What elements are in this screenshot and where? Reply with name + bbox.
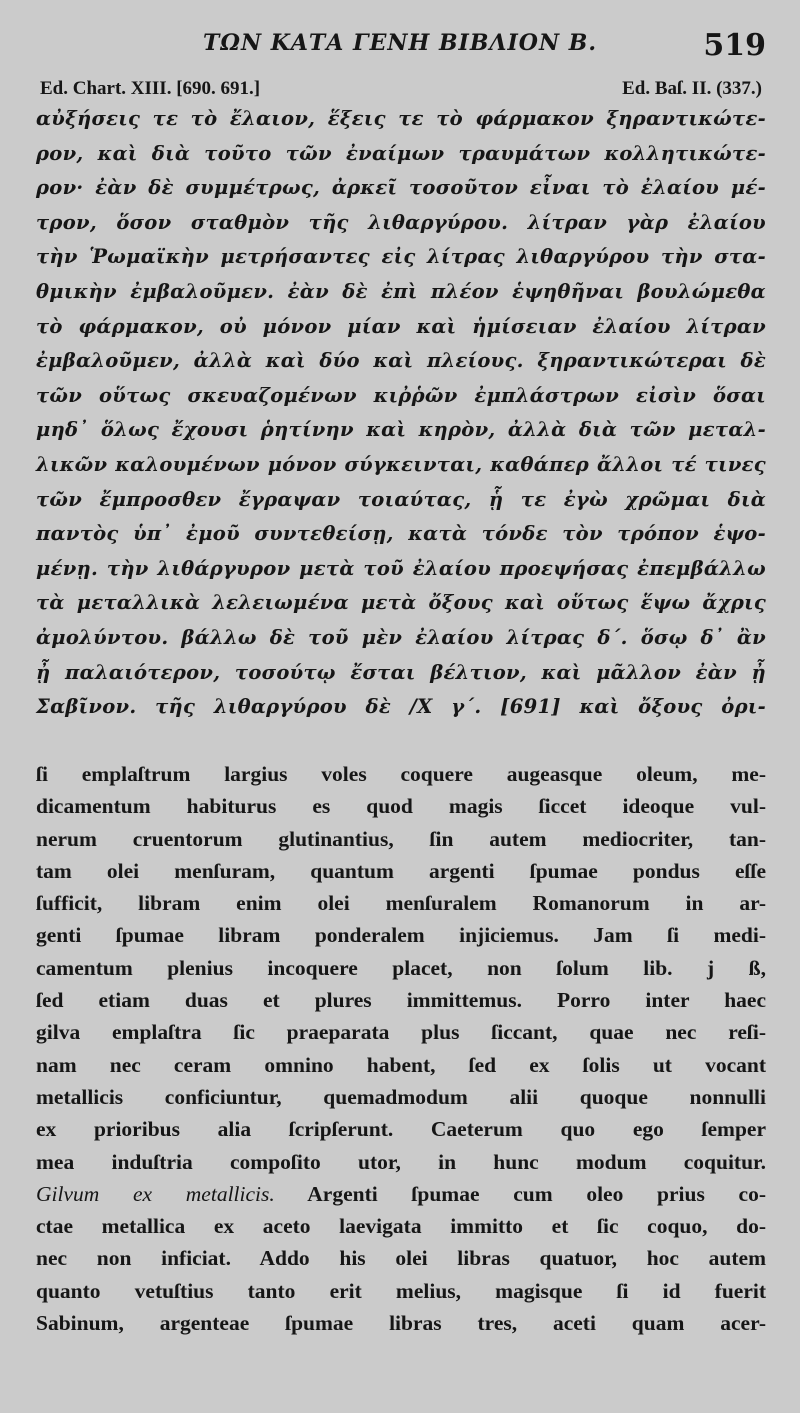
latin-text-line: ſufficit, libram enim olei menſuralem Romanorum in ar- bbox=[36, 891, 766, 916]
latin-line-continuation: Argenti ſpumae cum oleo prius co- bbox=[274, 1181, 766, 1206]
greek-text-line: θμικὴν ἐμβαλοῦμεν. ἐὰν δὲ ἐπὶ πλέον ἑψηθῆναι βουλώμεθα bbox=[36, 279, 766, 303]
latin-text-line: nam nec ceram omnino habent, ſed ex ſolis ut vocant bbox=[36, 1052, 766, 1077]
running-title: ΤΩΝ ΚΑΤΑ ΓΕΝΗ ΒΙΒΛΙΟΝ Β. bbox=[203, 30, 597, 56]
latin-text-line: nerum cruentorum glutinantius, ſin autem mediocriter, tan- bbox=[36, 826, 766, 851]
latin-text-line: ſed etiam duas et plures immittemus. Porro inter haec bbox=[36, 988, 766, 1013]
latin-text-line: genti ſpumae libram ponderalem injiciemus. Jam ſi medi- bbox=[36, 923, 766, 948]
latin-text-line: ex prioribus alia ſcripſerunt. Caeterum quo ego ſemper bbox=[36, 1117, 766, 1142]
latin-text-line-italic-heading bbox=[36, 1178, 766, 1210]
latin-text-line: mea induſtria compoſito utor, in hunc modum coquitur. bbox=[36, 1149, 766, 1174]
page-number: 519 bbox=[703, 28, 766, 63]
greek-text-line: τὸ φάρμακον, οὐ μόνον μίαν καὶ ἡμίσειαν ἐλαίου λίτραν bbox=[36, 314, 766, 338]
latin-text-line: metallicis conficiuntur, quemadmodum alii quoque nonnulli bbox=[36, 1084, 766, 1109]
edition-bas-reference: Ed. Baſ. II. (337.) bbox=[622, 78, 762, 99]
running-head bbox=[0, 30, 800, 66]
latin-text-line: dicamentum habiturus es quod magis ſiccet ideoque vul- bbox=[36, 794, 766, 819]
greek-text-line: λικῶν καλουμένων μόνον σύγκεινται, καθάπερ ἄλλοι τέ τινες bbox=[36, 452, 766, 476]
latin-text-line: gilva emplaſtra ſic praeparata plus ſiccant, quae nec reſi- bbox=[36, 1020, 766, 1045]
latin-text-line: Sabinum, argenteae ſpumae libras tres, aceti quam acer- bbox=[36, 1311, 766, 1336]
greek-text-line: ᾖ παλαιότερον, τοσούτῳ ἔσται βέλτιον, καὶ μᾶλλον ἐὰν ᾖ bbox=[36, 660, 766, 684]
greek-text-line: τῶν ἔμπροσθεν ἔγραψαν τοιαύτας, ᾗ τε ἐγὼ χρῶμαι διὰ bbox=[36, 487, 766, 511]
latin-text-line: ſi emplaſtrum largius voles coquere augeasque oleum, me- bbox=[36, 762, 766, 786]
greek-text-line: τῶν οὕτως σκευαζομένων κιῤῥῶν ἐμπλάστρων εἰσὶν ὅσαι bbox=[36, 383, 766, 407]
greek-text-line: Σαβῖνον. τῆς λιθαργύρου δὲ /X γ΄. [691] καὶ ὄξους ὀρι- bbox=[36, 695, 766, 719]
latin-text-line: camentum plenius incoquere placet, non ſolum lib. j ß, bbox=[36, 955, 766, 980]
greek-text-line: ἀμολύντου. βάλλω δὲ τοῦ μὲν ἐλαίου λίτρας δ΄. ὅσῳ δ᾽ ἂν bbox=[36, 625, 766, 649]
italic-subheading: Gilvum ex metallicis. bbox=[36, 1181, 275, 1206]
edition-chart-reference: Ed. Chart. XIII. [690. 691.] bbox=[40, 78, 261, 99]
greek-text-line: ρον· ἐὰν δὲ συμμέτρως, ἀρκεῖ τοσοῦτον εἶναι τὸ ἐλαίου μέ- bbox=[36, 176, 766, 200]
greek-text-line: παντὸς ὑπ᾽ ἐμοῦ συντεθείσῃ, κατὰ τόνδε τὸν τρόπον ἑψο- bbox=[36, 522, 766, 546]
greek-text-line: ἐμβαλοῦμεν, ἀλλὰ καὶ δύο καὶ πλείους. ξηραντικώτεραι δὲ bbox=[36, 349, 766, 373]
greek-text-line: αὐξήσεις τε τὸ ἔλαιον, ἕξεις τε τὸ φάρμακον ξηραντικώτε- bbox=[36, 107, 766, 130]
edition-references bbox=[40, 78, 762, 102]
greek-text-line: μένῃ. τὴν λιθάργυρον μετὰ τοῦ ἐλαίου προεψήσας ἐπεμβάλλω bbox=[36, 556, 766, 580]
latin-text-line: ctae metallica ex aceto laevigata immitto et ſic coquo, do- bbox=[36, 1214, 766, 1239]
latin-text-block bbox=[36, 758, 766, 1339]
greek-text-block bbox=[36, 102, 766, 725]
latin-text-line: nec non inficiat. Addo his olei libras quatuor, hoc autem bbox=[36, 1246, 766, 1271]
latin-text-line: tam olei menſuram, quantum argenti ſpumae pondus eſſe bbox=[36, 858, 766, 883]
greek-text-line: τὰ μεταλλικὰ λελειωμένα μετὰ ὄξους καὶ οὕτως ἕψω ἄχρις bbox=[36, 591, 766, 615]
latin-text-line: quanto vetuſtius tanto erit melius, magisque ſi id fuerit bbox=[36, 1278, 766, 1303]
greek-text-line: ρον, καὶ διὰ τοῦτο τῶν ἐναίμων τραυμάτων κολλητικώτε- bbox=[36, 141, 766, 165]
greek-text-line: τὴν Ῥωμαϊκὴν μετρήσαντες εἰς λίτρας λιθαργύρου τὴν στα- bbox=[36, 245, 766, 269]
greek-text-line: μηδ᾽ ὅλως ἔχουσι ῥητίνην καὶ κηρὸν, ἀλλὰ διὰ τῶν μεταλ- bbox=[36, 418, 766, 442]
greek-text-line: τρον, ὅσον σταθμὸν τῆς λιθαργύρου. λίτραν γὰρ ἐλαίου bbox=[36, 210, 766, 234]
